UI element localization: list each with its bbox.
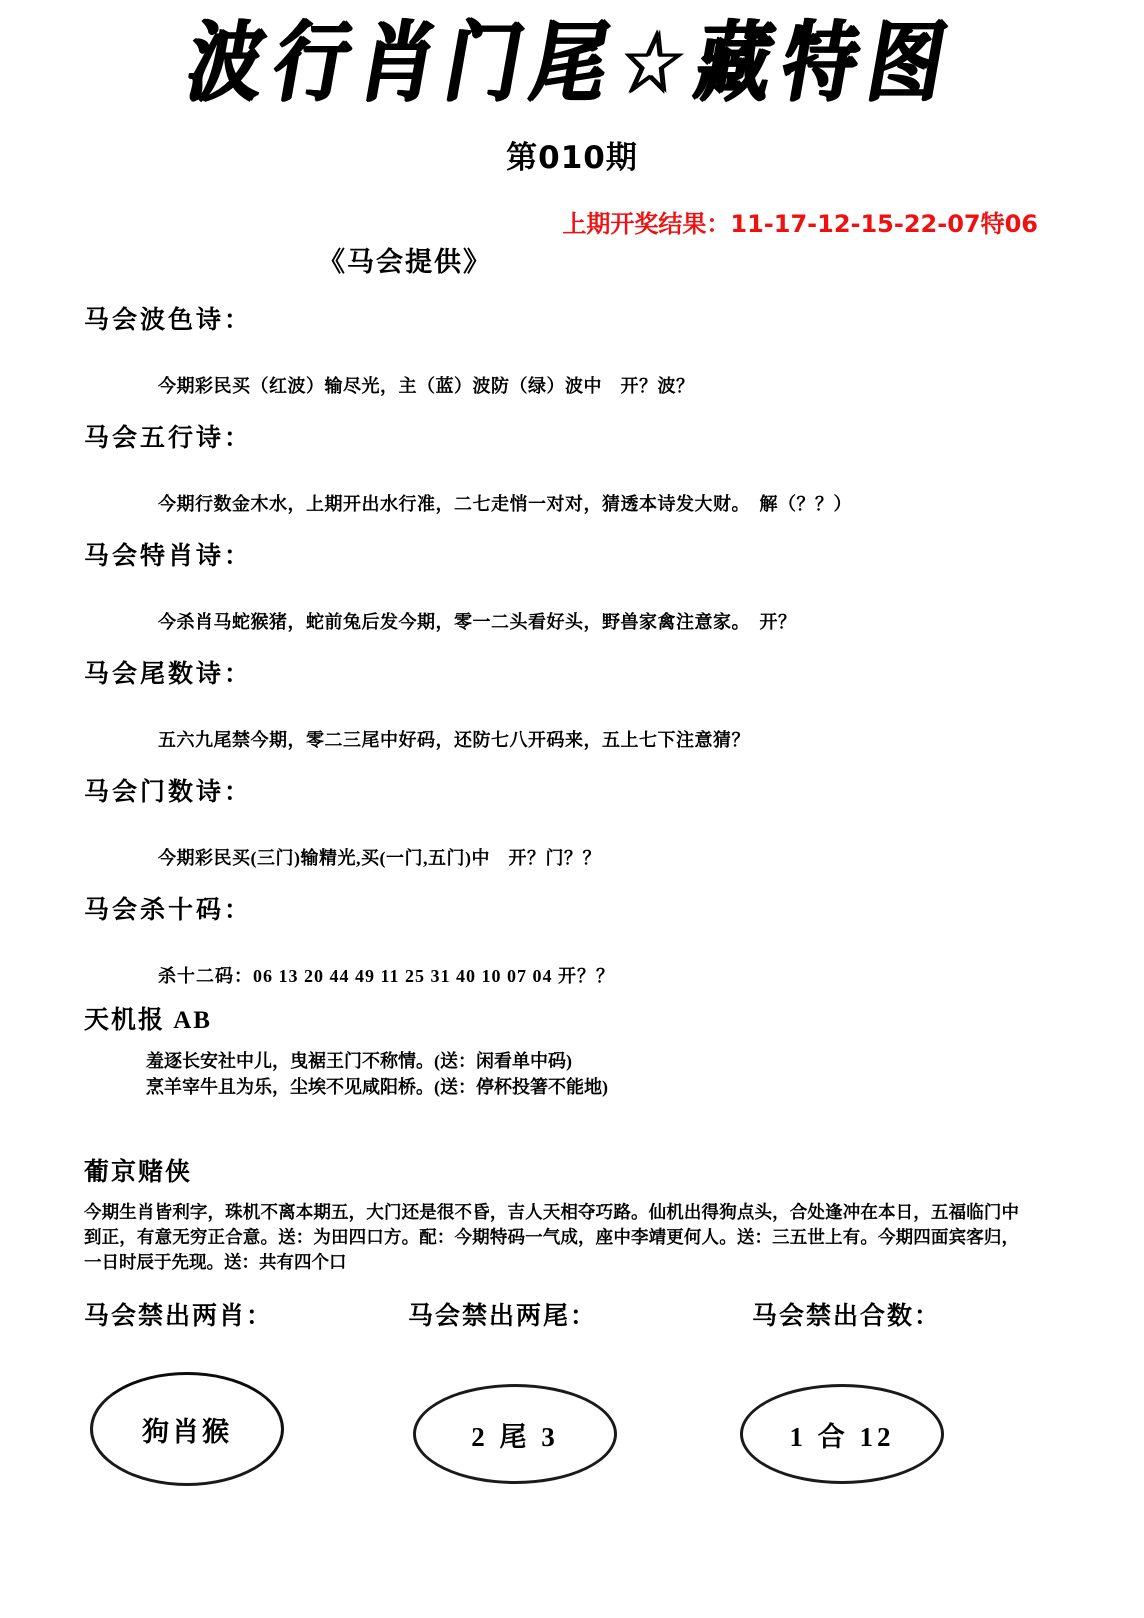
source-attribution: 《马会提供》 [318, 247, 492, 277]
section-body: 杀十二码：06 13 20 44 49 11 25 31 40 10 07 04 开？？ [158, 966, 616, 986]
section-weishu-poem [84, 654, 1074, 752]
section-tianji-report [84, 1000, 1074, 1100]
section-heading: 马会尾数诗： [84, 661, 253, 688]
issue-number: 第010期 [506, 140, 638, 176]
forbidden-tail-oval [413, 1384, 617, 1484]
section-heading: 葡京赌侠 [84, 1159, 193, 1186]
forbidden-sum-heading: 马会禁出合数： [752, 1303, 942, 1330]
section-heading: 天机报 AB [84, 1007, 212, 1034]
section-texiao-poem [84, 536, 1074, 634]
forbidden-zodiac-oval [90, 1372, 284, 1486]
section-heading: 马会特肖诗： [84, 543, 253, 570]
forbidden-sum-value: 1 合 12 [789, 1421, 895, 1452]
section-body: 今期彩民买（红波）输尽光，主（蓝）波防（绿）波中 开？波？ [158, 376, 695, 396]
forbidden-sum-oval [740, 1384, 944, 1484]
section-bose-poem [84, 300, 1074, 398]
section-pujing-gambler [84, 1152, 1019, 1275]
section-body: 今期生肖皆利字，珠机不离本期五，大门还是很不昏，吉人天相夺巧路。仙机出得狗点头，合处逢冲在本日，五福临门中到正，有意无穷正合意。送：为田四口方。配：今期特码一气成，座中李靖更何人。送：三五世上有。今期四面宾客归，一日时辰于先现。送：共有四个口 [84, 1202, 1019, 1272]
banner-title-block [0, 12, 1144, 114]
section-menshu-poem [84, 772, 1074, 870]
section-heading: 马会杀十码： [84, 897, 253, 924]
tianji-line: 羞逐长安社中儿，曳裾王门不称情。(送：闲看单中码) [146, 1051, 572, 1071]
section-body: 五六九尾禁今期，零二三尾中好码，还防七八开码来，五上七下注意猜？ [158, 730, 750, 750]
tianji-line: 烹羊宰牛且为乐，尘埃不见咸阳桥。(送：停杯投箸不能地) [146, 1077, 608, 1098]
section-body: 今期行数金木水，上期开出水行准，二七走悄一对对，猜透本诗发大财。 解（？？） [158, 494, 852, 514]
page-title: 波行肖门尾☆藏特图 [179, 12, 965, 114]
forbidden-picks-block [0, 1296, 1144, 1522]
section-heading: 马会五行诗： [84, 425, 253, 452]
tianji-lines [146, 1048, 1074, 1100]
section-sha-shi-ma [84, 890, 1074, 988]
previous-draw-result: 上期开奖结果：11-17-12-15-22-07特06 [562, 210, 1038, 238]
forbidden-tail-value: 2 尾 3 [471, 1421, 559, 1452]
section-wuxing-poem [84, 418, 1074, 516]
section-heading: 马会波色诗： [84, 307, 253, 334]
forbidden-tail-heading: 马会禁出两尾： [408, 1303, 598, 1330]
forbidden-picks-values [0, 1372, 1144, 1522]
section-heading: 马会门数诗： [84, 779, 253, 806]
section-body: 今期彩民买(三门)输精光,买(一门,五门)中 开？门？？ [158, 848, 601, 868]
forbidden-picks-headings [0, 1296, 1144, 1342]
forbidden-zodiac-value: 狗肖猴 [142, 1416, 232, 1447]
section-body: 今杀肖马蛇猴猪，蛇前兔后发今期，零一二头看好头，野兽家禽注意家。 开？ [158, 612, 797, 632]
forbidden-zodiac-heading: 马会禁出两肖： [84, 1303, 274, 1330]
